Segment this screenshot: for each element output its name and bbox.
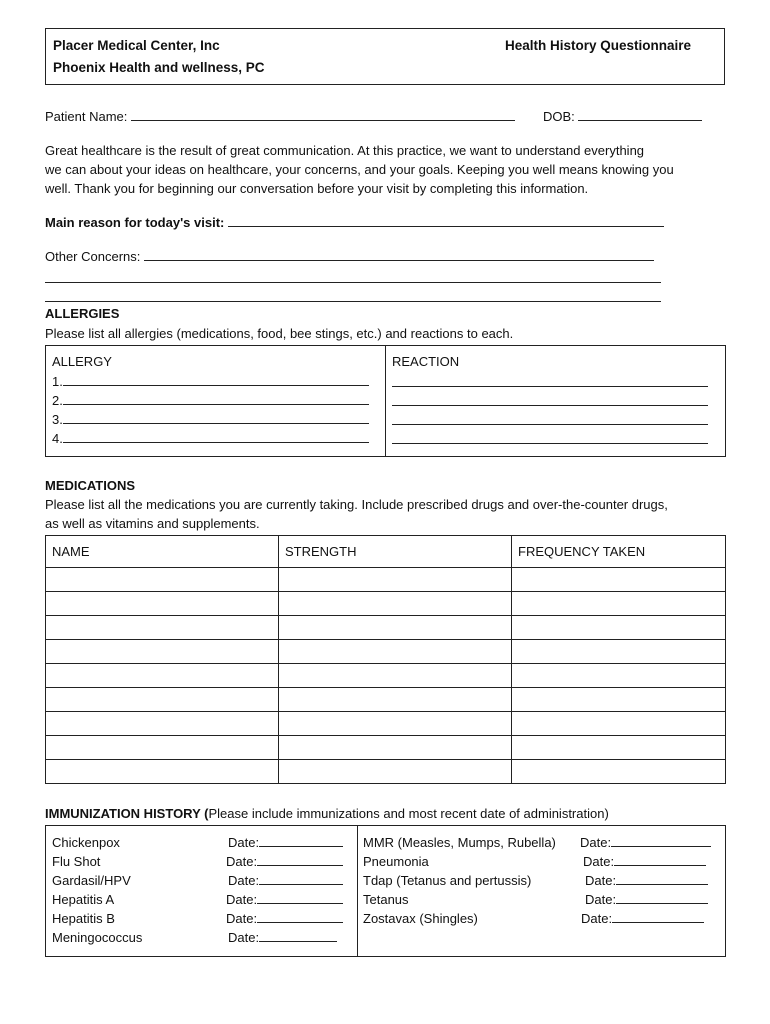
med-frequency-cell[interactable] (512, 736, 726, 760)
other-concerns-field-3[interactable] (45, 301, 661, 302)
immunization-date (228, 930, 337, 945)
date-field[interactable] (257, 854, 343, 866)
date-label: Date: (581, 911, 613, 926)
immunization-date (228, 835, 343, 850)
med-strength-cell[interactable] (279, 760, 512, 784)
date-field[interactable] (259, 873, 343, 885)
date-field[interactable] (616, 892, 708, 904)
immunization-divider (357, 826, 358, 956)
immunization-item: Tetanus (363, 892, 409, 907)
immunization-date (583, 854, 706, 869)
allergy-row (52, 431, 369, 446)
allergy-row (52, 374, 369, 389)
medications-instructions-2: as well as vitamins and supplements. (45, 516, 260, 531)
date-label: Date: (226, 854, 258, 869)
allergy-column-header: ALLERGY (52, 354, 112, 369)
date-field[interactable] (257, 911, 343, 923)
med-strength-cell[interactable] (279, 736, 512, 760)
immunization-date (580, 835, 711, 850)
header-box (45, 28, 725, 85)
immunization-date (226, 892, 343, 907)
table-row (46, 568, 726, 592)
table-row (46, 592, 726, 616)
med-name-cell[interactable] (46, 760, 279, 784)
allergies-title: ALLERGIES (45, 306, 120, 321)
immunization-item: Flu Shot (52, 854, 101, 869)
allergy-row-number: 1. (52, 374, 63, 389)
allergy-row-number: 4. (52, 431, 63, 446)
immunization-item: Tdap (Tetanus and pertussis) (363, 873, 532, 888)
patient-name-field[interactable] (131, 109, 515, 121)
dob-field[interactable] (578, 109, 702, 121)
medications-header-row (46, 536, 726, 568)
date-label: Date: (585, 892, 617, 907)
table-row (46, 616, 726, 640)
med-frequency-cell[interactable] (512, 616, 726, 640)
immunization-title (45, 806, 609, 821)
intro-line-2: we can about your ideas on healthcare, your concerns, and your goals. Keeping you well means knowing you (45, 162, 674, 177)
date-field[interactable] (259, 835, 343, 847)
allergy-field-3[interactable] (63, 412, 369, 424)
patient-name-row (45, 109, 515, 124)
med-strength-cell[interactable] (279, 616, 512, 640)
dob-row (543, 109, 702, 124)
intro-line-3: well. Thank you for beginning our conversation before your visit by completing this information. (45, 181, 589, 196)
allergy-row (52, 412, 369, 427)
date-label: Date: (583, 854, 615, 869)
med-frequency-cell[interactable] (512, 592, 726, 616)
other-concerns-label: Other Concerns: (45, 249, 141, 264)
med-name-cell[interactable] (46, 712, 279, 736)
reaction-field-4[interactable] (392, 443, 708, 444)
immunization-title-bold: IMMUNIZATION HISTORY ( (45, 806, 209, 821)
med-name-cell[interactable] (46, 736, 279, 760)
med-strength-cell[interactable] (279, 712, 512, 736)
table-row (46, 664, 726, 688)
med-strength-cell[interactable] (279, 592, 512, 616)
immunization-item: Hepatitis B (52, 911, 115, 926)
med-name-cell[interactable] (46, 616, 279, 640)
med-frequency-cell[interactable] (512, 688, 726, 712)
immunization-date (585, 873, 708, 888)
intro-line-1: Great healthcare is the result of great communication. At this practice, we want to understand everything (45, 143, 645, 158)
date-label: Date: (226, 911, 258, 926)
med-frequency-cell[interactable] (512, 664, 726, 688)
med-strength-cell[interactable] (279, 568, 512, 592)
allergy-row-number: 2. (52, 393, 63, 408)
reaction-field-1[interactable] (392, 386, 708, 387)
date-field[interactable] (259, 930, 337, 942)
med-col-strength: STRENGTH (279, 536, 512, 568)
immunization-date (226, 854, 343, 869)
org-name-1: Placer Medical Center, Inc (53, 38, 220, 53)
allergy-field-1[interactable] (63, 374, 369, 386)
allergies-table (45, 345, 726, 457)
medications-table (45, 535, 726, 784)
table-row (46, 712, 726, 736)
med-name-cell[interactable] (46, 592, 279, 616)
other-concerns-row (45, 249, 654, 264)
reaction-field-2[interactable] (392, 405, 708, 406)
date-label: Date: (228, 835, 260, 850)
date-label: Date: (580, 835, 612, 850)
immunization-date (585, 892, 708, 907)
dob-label: DOB: (543, 109, 575, 124)
table-row (46, 640, 726, 664)
med-name-cell[interactable] (46, 640, 279, 664)
med-name-cell[interactable] (46, 664, 279, 688)
immunization-item: Zostavax (Shingles) (363, 911, 478, 926)
date-label: Date: (585, 873, 617, 888)
reaction-column-header: REACTION (392, 354, 460, 369)
main-reason-label: Main reason for today's visit: (45, 215, 225, 230)
med-strength-cell[interactable] (279, 640, 512, 664)
immunization-title-rest: Please include immunizations and most recent date of administration) (208, 806, 609, 821)
med-col-name: NAME (46, 536, 279, 568)
date-field[interactable] (614, 854, 706, 866)
date-field[interactable] (616, 873, 708, 885)
immunization-date (228, 873, 343, 888)
other-concerns-field-1[interactable] (144, 249, 654, 261)
table-row (46, 760, 726, 784)
allergies-divider (385, 346, 386, 456)
form-title: Health History Questionnaire (505, 38, 692, 53)
med-name-cell[interactable] (46, 688, 279, 712)
table-row (46, 736, 726, 760)
immunization-table (45, 825, 726, 957)
allergies-instructions: Please list all allergies (medications, food, bee stings, etc.) and reactions to each. (45, 326, 514, 341)
main-reason-row (45, 215, 664, 230)
other-concerns-field-2[interactable] (45, 282, 661, 283)
date-label: Date: (228, 930, 260, 945)
immunization-item: MMR (Measles, Mumps, Rubella) (363, 835, 556, 850)
immunization-item: Pneumonia (363, 854, 429, 869)
immunization-item: Meningococcus (52, 930, 143, 945)
medications-instructions-1: Please list all the medications you are currently taking. Include prescribed drugs and over-the-counter drugs, (45, 497, 668, 512)
med-frequency-cell[interactable] (512, 640, 726, 664)
org-name-2: Phoenix Health and wellness, PC (53, 60, 265, 75)
main-reason-field[interactable] (228, 215, 664, 227)
immunization-item: Chickenpox (52, 835, 120, 850)
date-field[interactable] (611, 835, 711, 847)
date-field[interactable] (257, 892, 343, 904)
patient-name-label: Patient Name: (45, 109, 128, 124)
med-frequency-cell[interactable] (512, 568, 726, 592)
med-col-frequency: FREQUENCY TAKEN (512, 536, 726, 568)
date-label: Date: (228, 873, 260, 888)
medications-title: MEDICATIONS (45, 478, 136, 493)
immunization-item: Gardasil/HPV (52, 873, 131, 888)
allergy-row-number: 3. (52, 412, 63, 427)
med-frequency-cell[interactable] (512, 712, 726, 736)
immunization-item: Hepatitis A (52, 892, 115, 907)
med-strength-cell[interactable] (279, 664, 512, 688)
date-field[interactable] (612, 911, 704, 923)
immunization-date (226, 911, 343, 926)
med-name-cell[interactable] (46, 568, 279, 592)
immunization-date (581, 911, 704, 926)
allergy-row (52, 393, 369, 408)
table-row (46, 688, 726, 712)
med-frequency-cell[interactable] (512, 760, 726, 784)
med-strength-cell[interactable] (279, 688, 512, 712)
allergy-field-4[interactable] (63, 431, 369, 443)
allergy-field-2[interactable] (63, 393, 369, 405)
reaction-field-3[interactable] (392, 424, 708, 425)
date-label: Date: (226, 892, 258, 907)
